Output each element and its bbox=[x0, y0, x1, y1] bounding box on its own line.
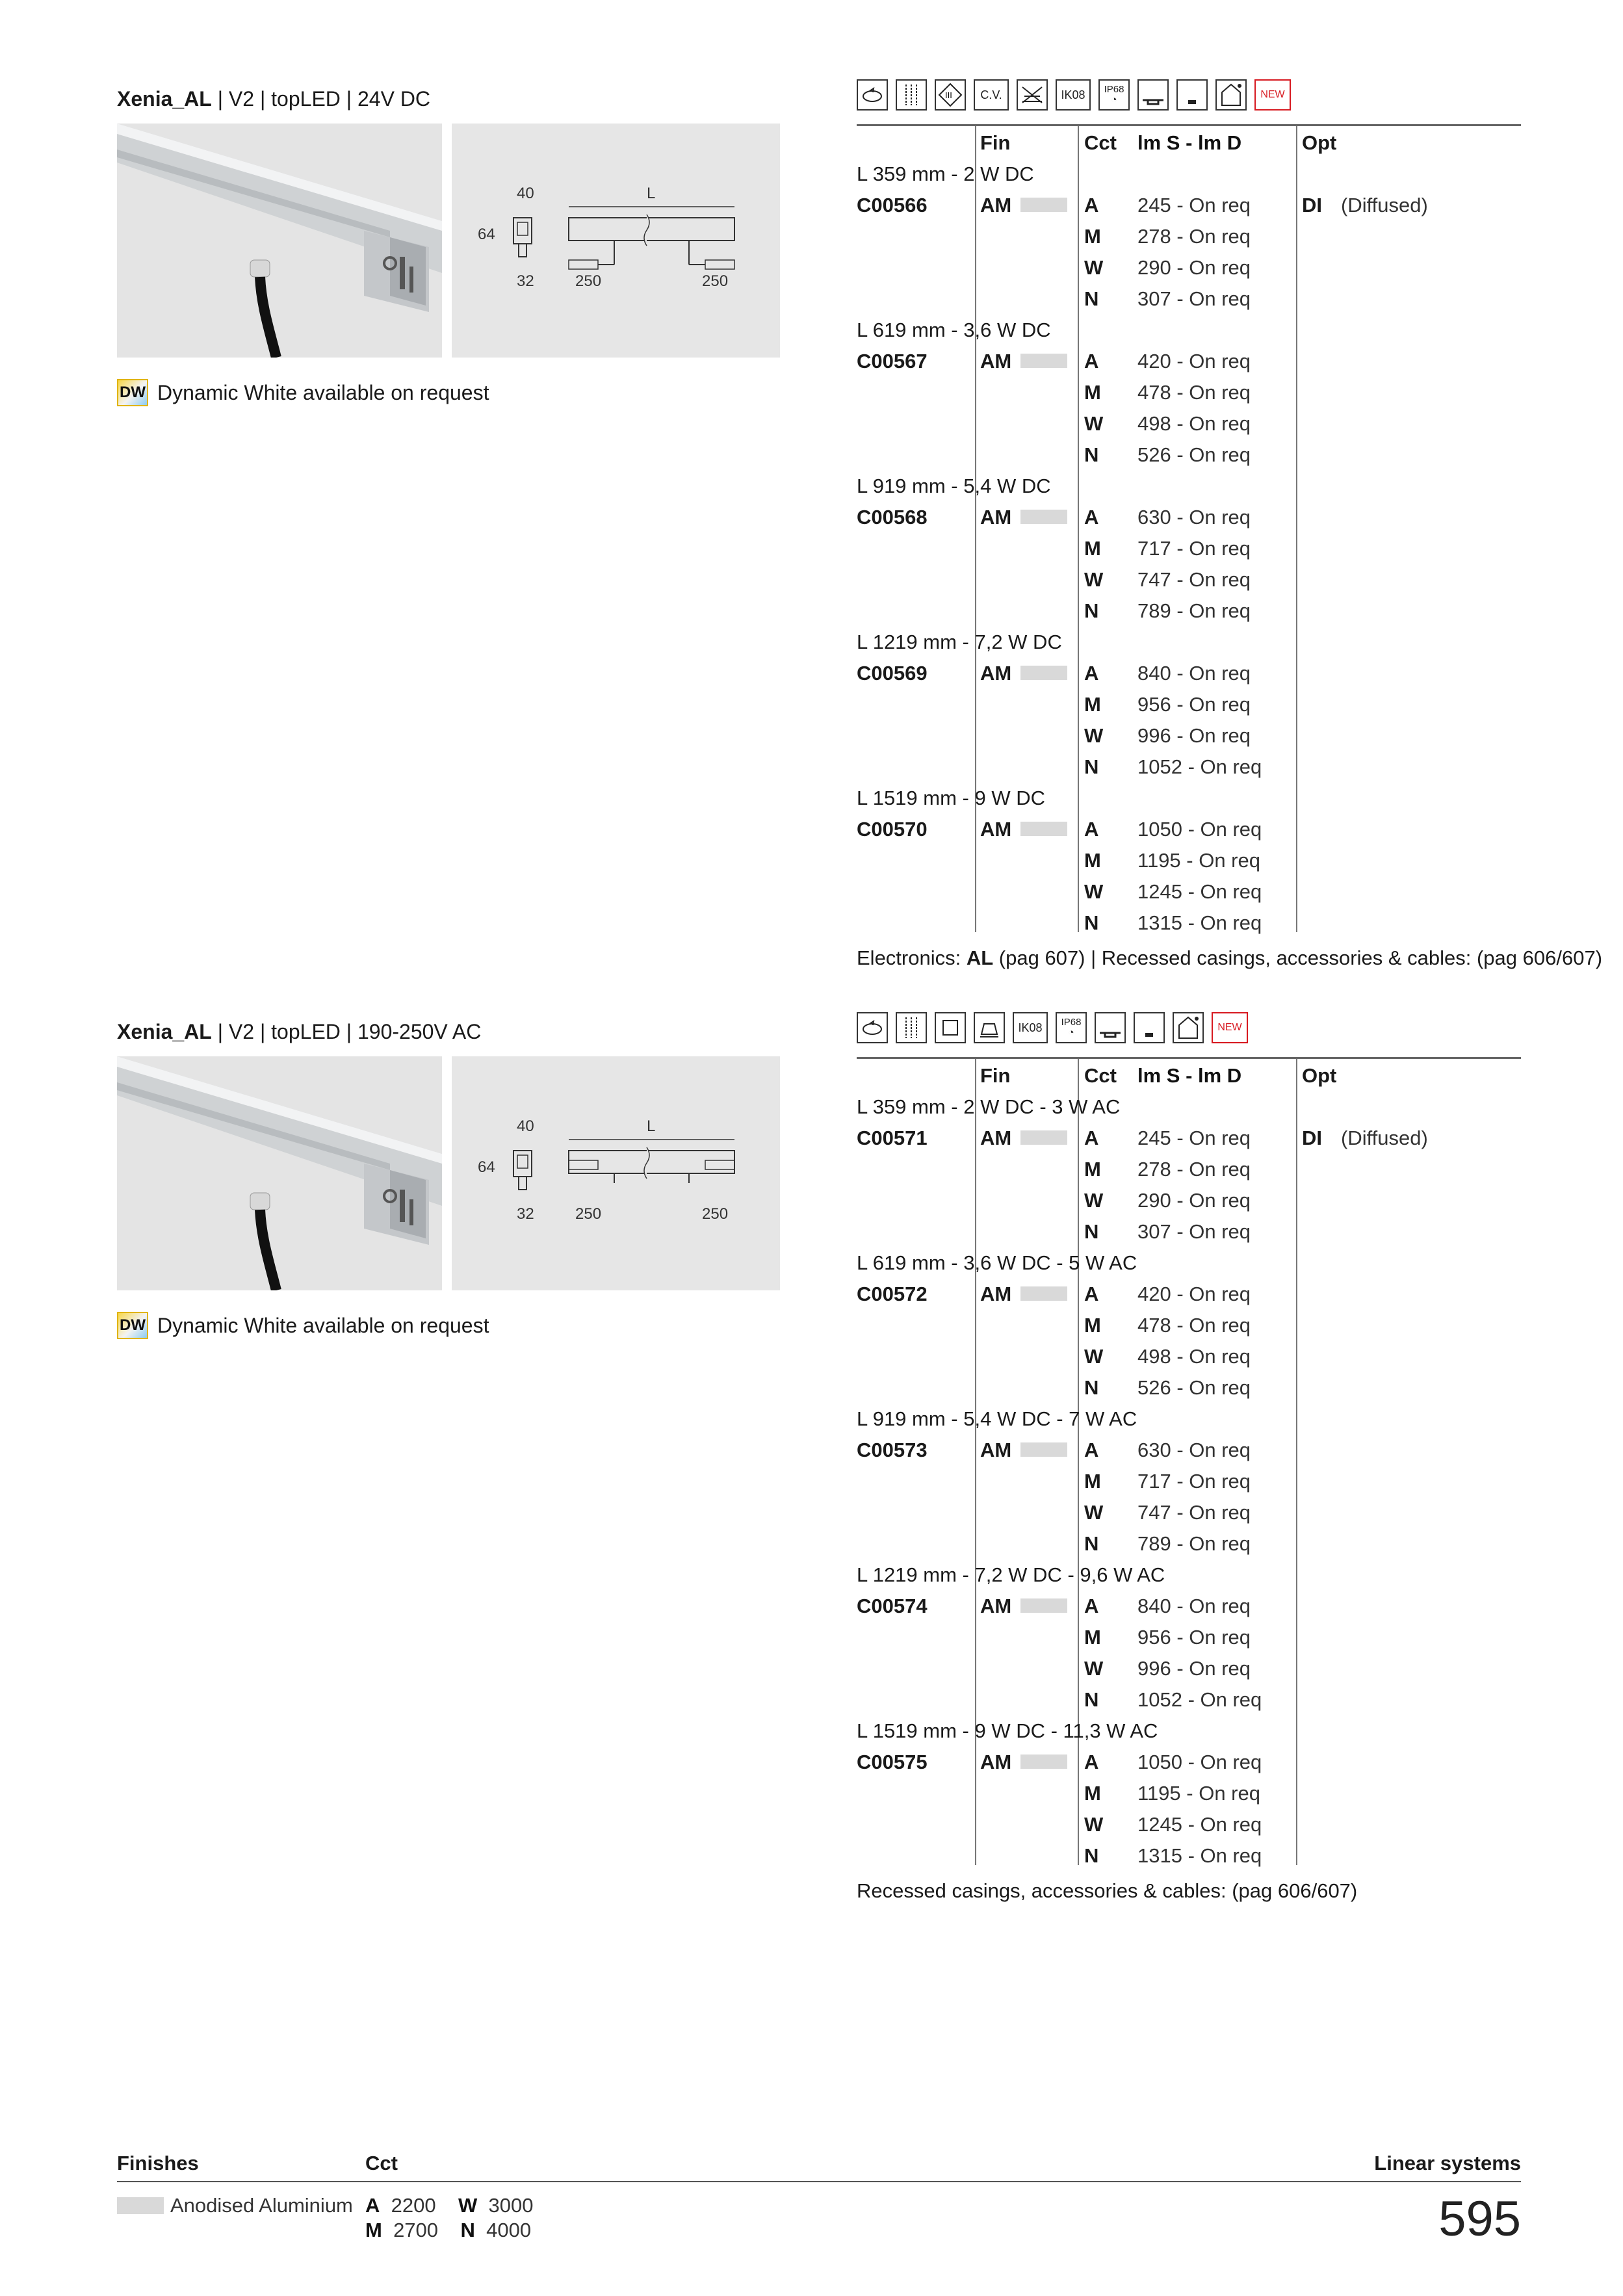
product-photo bbox=[117, 124, 442, 358]
spec-table bbox=[857, 1057, 1521, 1870]
dim-cable-left: 250 bbox=[575, 1205, 602, 1223]
table-row: C00566 AM A 245 - On req DI (Diffused) bbox=[857, 194, 1428, 216]
product-title: Xenia_AL | V2 | topLED | 190-250V AC bbox=[117, 1020, 482, 1043]
technical-drawing bbox=[452, 124, 780, 358]
dynamic-white-note: DW Dynamic White available on request bbox=[117, 1312, 489, 1339]
rotate-icon bbox=[857, 1012, 888, 1043]
table-row: W 1245 - On req bbox=[1084, 1813, 1262, 1836]
table-row: M 1195 - On req bbox=[1084, 1782, 1260, 1805]
length-label: L 619 mm - 3,6 W DC bbox=[857, 319, 1051, 341]
rotate-icon bbox=[857, 79, 888, 111]
table-row: N 789 - On req bbox=[1084, 1532, 1251, 1555]
dim-width-bottom: 32 bbox=[517, 272, 534, 290]
recessed-icon bbox=[1137, 79, 1169, 111]
ik08-icon: IK08 bbox=[1013, 1012, 1048, 1043]
house-icon bbox=[1215, 79, 1247, 111]
technical-drawing bbox=[452, 1056, 780, 1290]
dim-length: L bbox=[647, 185, 656, 202]
table-row: W 498 - On req bbox=[1084, 1345, 1251, 1368]
table-row: C00570 AM A 1050 - On req bbox=[857, 818, 1262, 841]
table-row: W 747 - On req bbox=[1084, 1501, 1251, 1524]
table-row: C00575 AM A 1050 - On req bbox=[857, 1751, 1262, 1773]
table-row: M 1195 - On req bbox=[1084, 849, 1260, 872]
flex-cable-icon bbox=[896, 79, 927, 111]
new-badge: NEW bbox=[1212, 1012, 1248, 1043]
dynamic-white-note: DW Dynamic White available on request bbox=[117, 379, 489, 406]
table-row: N 526 - On req bbox=[1084, 1376, 1251, 1399]
dim-height: 64 bbox=[478, 226, 495, 243]
dim-width-top: 40 bbox=[517, 185, 534, 202]
ground-icon bbox=[1134, 1012, 1165, 1043]
table-row: W 290 - On req bbox=[1084, 1189, 1251, 1212]
length-label: L 1219 mm - 7,2 W DC - 9,6 W AC bbox=[857, 1563, 1165, 1586]
finish-swatch bbox=[117, 2197, 164, 2214]
electronics-note: Electronics: AL (pag 607) | Recessed casings, accessories & cables: (pag 606/607) bbox=[857, 946, 1603, 969]
dynamic-white-icon: DW bbox=[117, 379, 148, 406]
table-row: N 307 - On req bbox=[1084, 287, 1251, 310]
table-row: M 956 - On req bbox=[1084, 1626, 1251, 1649]
cct-key-row-1: A 2200 W 3000 bbox=[365, 2194, 534, 2217]
dim-width-top: 40 bbox=[517, 1117, 534, 1135]
no-cover-icon bbox=[1017, 79, 1048, 111]
dim-cable-left: 250 bbox=[575, 272, 602, 290]
class-iii-icon bbox=[935, 79, 966, 111]
table-row: M 278 - On req bbox=[1084, 225, 1251, 248]
dim-cable-right: 250 bbox=[702, 272, 729, 290]
table-row: C00573 AM A 630 - On req bbox=[857, 1439, 1251, 1461]
finish-entry: Anodised Aluminium bbox=[117, 2194, 353, 2217]
table-row: W 290 - On req bbox=[1084, 256, 1251, 279]
class-i-icon bbox=[935, 1012, 966, 1043]
table-row: N 1052 - On req bbox=[1084, 1688, 1262, 1711]
table-row: W 498 - On req bbox=[1084, 412, 1251, 435]
dim-width-bottom: 32 bbox=[517, 1205, 534, 1223]
length-label: L 919 mm - 5,4 W DC - 7 W AC bbox=[857, 1407, 1137, 1430]
table-row: M 278 - On req bbox=[1084, 1158, 1251, 1181]
dynamic-white-icon: DW bbox=[117, 1312, 148, 1339]
length-label: L 1519 mm - 9 W DC - 11,3 W AC bbox=[857, 1719, 1158, 1742]
svg-text:III: III bbox=[945, 90, 952, 100]
table-row: N 307 - On req bbox=[1084, 1220, 1251, 1243]
house-icon bbox=[1173, 1012, 1204, 1043]
dim-cable-right: 250 bbox=[702, 1205, 729, 1223]
ground-icon bbox=[1176, 79, 1208, 111]
spec-table bbox=[857, 124, 1521, 937]
table-row: C00567 AM A 420 - On req bbox=[857, 350, 1251, 372]
new-badge: NEW bbox=[1254, 79, 1291, 111]
footer-finishes-label: Finishes bbox=[117, 2152, 199, 2174]
table-row: C00571 AM A 245 - On req DI (Diffused) bbox=[857, 1127, 1428, 1149]
length-label: L 1519 mm - 9 W DC bbox=[857, 787, 1045, 809]
recessed-icon bbox=[1095, 1012, 1126, 1043]
dim-length: L bbox=[647, 1117, 656, 1135]
table-row: W 1245 - On req bbox=[1084, 880, 1262, 903]
length-label: L 359 mm - 2 W DC - 3 W AC bbox=[857, 1095, 1121, 1118]
feature-icons bbox=[857, 79, 1299, 111]
table-row: N 1052 - On req bbox=[1084, 755, 1262, 778]
flex-cable-icon bbox=[896, 1012, 927, 1043]
table-row: C00574 AM A 840 - On req bbox=[857, 1595, 1251, 1617]
table-row: M 478 - On req bbox=[1084, 1314, 1251, 1337]
product-photo bbox=[117, 1056, 442, 1290]
product-title: Xenia_AL | V2 | topLED | 24V DC bbox=[117, 87, 431, 111]
length-label: L 919 mm - 5,4 W DC bbox=[857, 475, 1051, 497]
table-header: Fin Cct lm S - lm D Opt bbox=[980, 1064, 1337, 1087]
length-label: L 1219 mm - 7,2 W DC bbox=[857, 631, 1062, 653]
table-row: M 717 - On req bbox=[1084, 1470, 1251, 1493]
table-row: W 747 - On req bbox=[1084, 568, 1251, 591]
table-row: N 1315 - On req bbox=[1084, 1844, 1262, 1867]
page-number: 595 bbox=[1438, 2191, 1521, 2247]
table-row: C00569 AM A 840 - On req bbox=[857, 662, 1251, 685]
cct-key-row-2: M 2700 N 4000 bbox=[365, 2219, 532, 2241]
accessories-note: Recessed casings, accessories & cables: (pag 606/607) bbox=[857, 1879, 1358, 1902]
table-row: M 956 - On req bbox=[1084, 693, 1251, 716]
cv-icon: C.V. bbox=[974, 79, 1009, 111]
ip68-icon: IP68 ◔ bbox=[1098, 79, 1130, 111]
dim-height: 64 bbox=[478, 1158, 495, 1176]
length-label: L 359 mm - 2 W DC bbox=[857, 163, 1034, 185]
table-row: N 526 - On req bbox=[1084, 443, 1251, 466]
table-row: N 789 - On req bbox=[1084, 599, 1251, 622]
table-row: M 478 - On req bbox=[1084, 381, 1251, 404]
table-row: W 996 - On req bbox=[1084, 1657, 1251, 1680]
footer-section-name: Linear systems bbox=[1374, 2152, 1521, 2174]
table-header: Fin Cct lm S - lm D Opt bbox=[980, 131, 1337, 154]
table-row: C00568 AM A 630 - On req bbox=[857, 506, 1251, 528]
driver-icon bbox=[974, 1012, 1005, 1043]
table-row: N 1315 - On req bbox=[1084, 911, 1262, 934]
ik08-icon: IK08 bbox=[1056, 79, 1091, 111]
length-label: L 619 mm - 3,6 W DC - 5 W AC bbox=[857, 1251, 1137, 1274]
table-row: W 996 - On req bbox=[1084, 724, 1251, 747]
footer-rule bbox=[117, 2181, 1521, 2182]
feature-icons bbox=[857, 1012, 1256, 1043]
table-row: M 717 - On req bbox=[1084, 537, 1251, 560]
table-row: C00572 AM A 420 - On req bbox=[857, 1283, 1251, 1305]
footer-cct-label: Cct bbox=[365, 2152, 398, 2174]
ip68-icon: IP68 ◔ bbox=[1056, 1012, 1087, 1043]
